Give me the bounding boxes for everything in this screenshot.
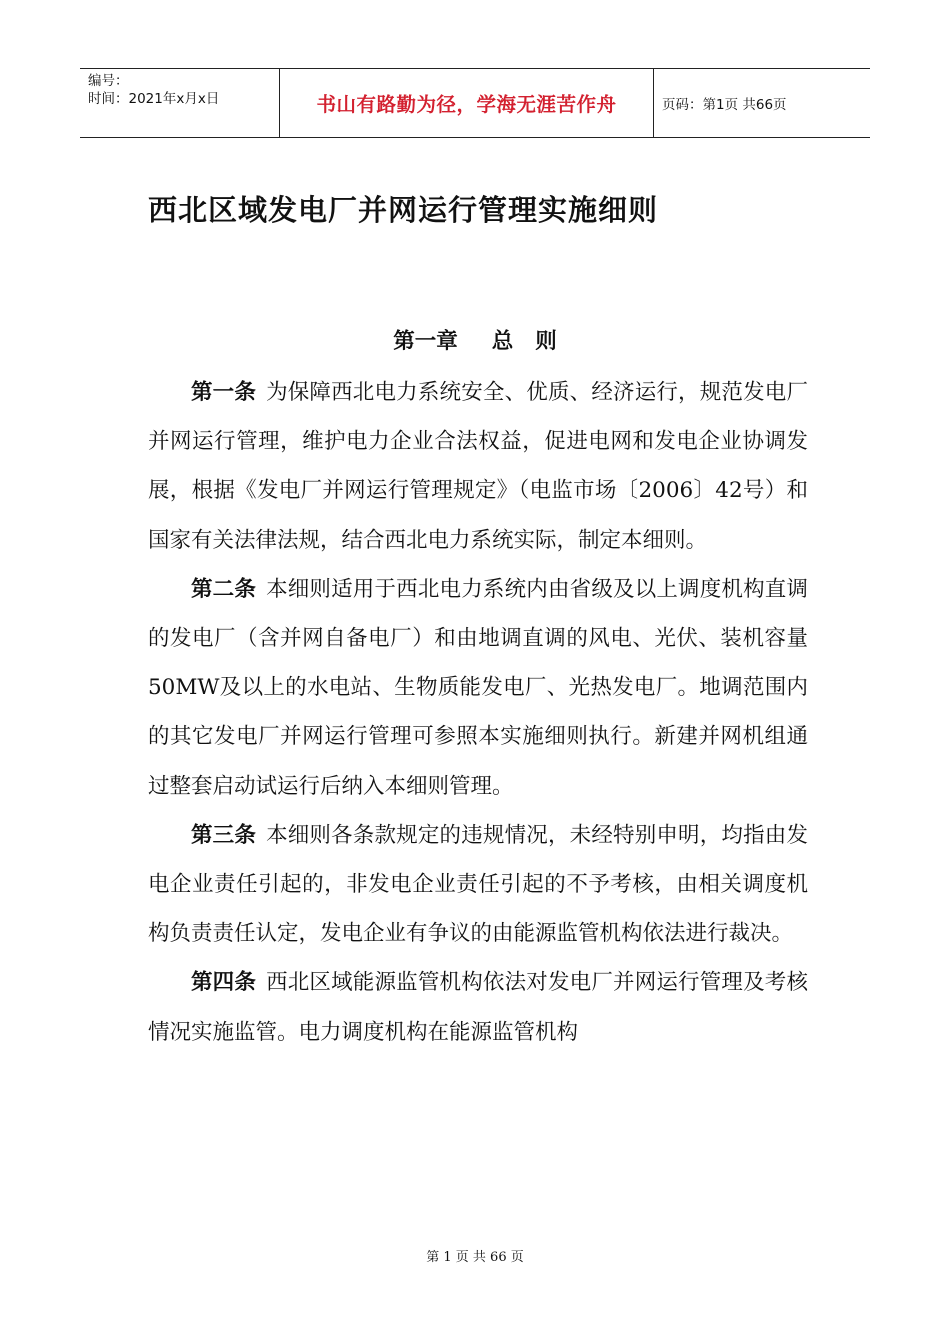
header-table — [80, 68, 870, 138]
article-label: 第三条 — [191, 822, 257, 848]
header-meta-cell — [80, 69, 280, 137]
page-footer: 第 1 页 共 66 页 — [426, 1250, 524, 1265]
article-text: 西北区域能源监管机构依法对发电厂并网运行管理及考核情况实施监管。电力调度机构在能源监管机构 — [148, 970, 808, 1045]
code-label: 编号： — [88, 73, 129, 89]
time-label: 时间：2021年x月x日 — [88, 91, 220, 107]
chapter-number: 第一章 — [393, 329, 458, 354]
chapter-title-part2: 则 — [535, 329, 557, 354]
chapter-title-part1: 总 — [491, 329, 514, 354]
article-paragraph — [148, 565, 808, 811]
header-motto: 书山有路勤为径，学海无涯苦作舟 — [280, 69, 654, 137]
article-label: 第二条 — [191, 576, 257, 602]
document-title: 西北区域发电厂并网运行管理实施细则 — [148, 193, 659, 227]
article-text: 本细则各条款规定的违规情况，未经特别申明，均指由发电企业责任引起的，非发电企业责任引起的不予考核，由相关调度机构负责责任认定，发电企业有争议的由能源监管机构依法进行裁决。 — [148, 822, 808, 947]
chapter-heading — [0, 324, 950, 355]
article-label: 第一条 — [191, 380, 257, 405]
article-paragraph — [148, 368, 808, 565]
article-label: 第四条 — [191, 970, 257, 996]
header-page-info: 页码：第1页 共66页 — [662, 97, 787, 113]
article-text: 为保障西北电力系统安全、优质、经济运行，规范发电厂并网运行管理，维护电力企业合法权益，促进电网和发电企业协调发展，根据《发电厂并网运行管理规定》（电监市场〔2006〕42号）和国家有关法律法规，结合西北电力系统实际，制定本细则。 — [148, 380, 808, 553]
article-text: 本细则适用于西北电力系统内由省级及以上调度机构直调的发电厂（含并网自备电厂）和由地调直调的风电、光伏、装机容量50MW及以上的水电站、生物质能发电厂、光热发电厂。地调范围内的其它发电厂并网运行管理可参照本实施细则执行。新建并网机组通过整套启动试运行后纳入本细则管理。 — [148, 576, 808, 799]
article-paragraph — [148, 958, 808, 1056]
article-paragraph — [148, 811, 808, 959]
document-body — [148, 368, 808, 1057]
